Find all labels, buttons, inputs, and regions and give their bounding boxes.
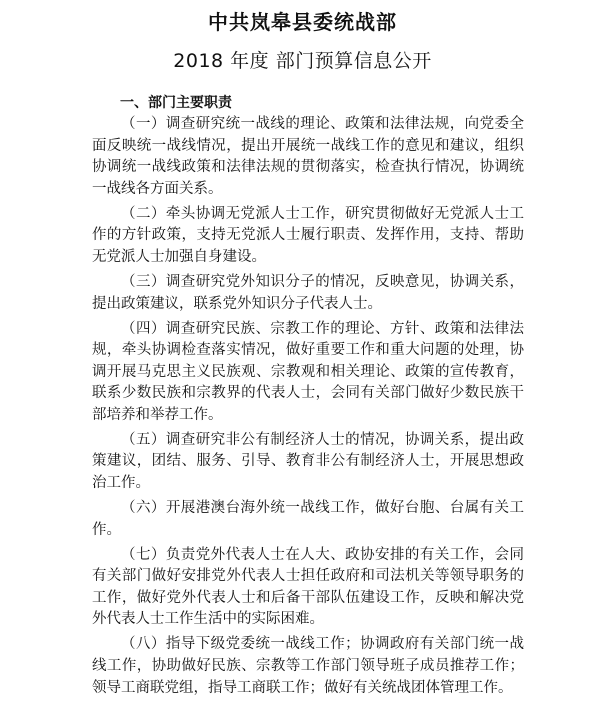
duty-paragraph-8: （八）指导下级党委统一战线工作；协调政府有关部门统一战线工作，协助做好民族、宗教等工作部门领导班子成员推荐工作；领导工商联党组，指导工商联工作；做好有关统战团体管理工作。 xyxy=(92,636,524,696)
section-heading: 一、部门主要职责 xyxy=(120,95,232,111)
duty-paragraph-1: （一）调查研究统一战线的理论、政策和法律法规，向党委全面反映统一战线情况，提出开展统一战线工作的意见和建议，组织协调统一战线政策和法律法规的贯彻落实，检查执行情况，协调统一战线各方面关系。 xyxy=(92,116,524,197)
document-subtitle: 2018 年度 部门预算信息公开 xyxy=(173,50,432,72)
duty-paragraph-4: （四）调查研究民族、宗教工作的理论、方针、政策和法律法规，牵头协调检查落实情况，做好重要工作和重大问题的处理，协调开展马克思主义民族观、宗教观和相关理论、政策的宣传教育，联系少数民族和宗教界的代表人士，会同有关部门做好少数民族干部培养和举荐工作。 xyxy=(92,320,524,423)
duty-paragraph-6: （六）开展港澳台海外统一战线工作，做好台胞、台属有关工作。 xyxy=(92,500,524,538)
duty-paragraph-2: （二）牵头协调无党派人士工作，研究贯彻做好无党派人士工作的方针政策，支持无党派人士履行职责、发挥作用，支持、帮助无党派人士加强自身建设。 xyxy=(92,205,524,265)
duty-paragraph-5: （五）调查研究非公有制经济人士的情况，协调关系，提出政策建议，团结、服务、引导、教育非公有制经济人士，开展思想政治工作。 xyxy=(92,431,524,492)
document-title: 中共岚皋县委统战部 xyxy=(208,10,397,34)
duty-paragraph-3: （三）调查研究党外知识分子的情况，反映意见，协调关系，提出政策建议，联系党外知识分子代表人士。 xyxy=(92,273,524,312)
document-body xyxy=(92,114,524,703)
duty-paragraph-7: （七）负责党外代表人士在人大、政协安排的有关工作，会同有关部门做好安排党外代表人士担任政府和司法机关等领导职务的工作，做好党外代表人士和后备干部队伍建设工作，反映和解决党外代表人士工作生活中的实际困难。 xyxy=(92,546,524,628)
